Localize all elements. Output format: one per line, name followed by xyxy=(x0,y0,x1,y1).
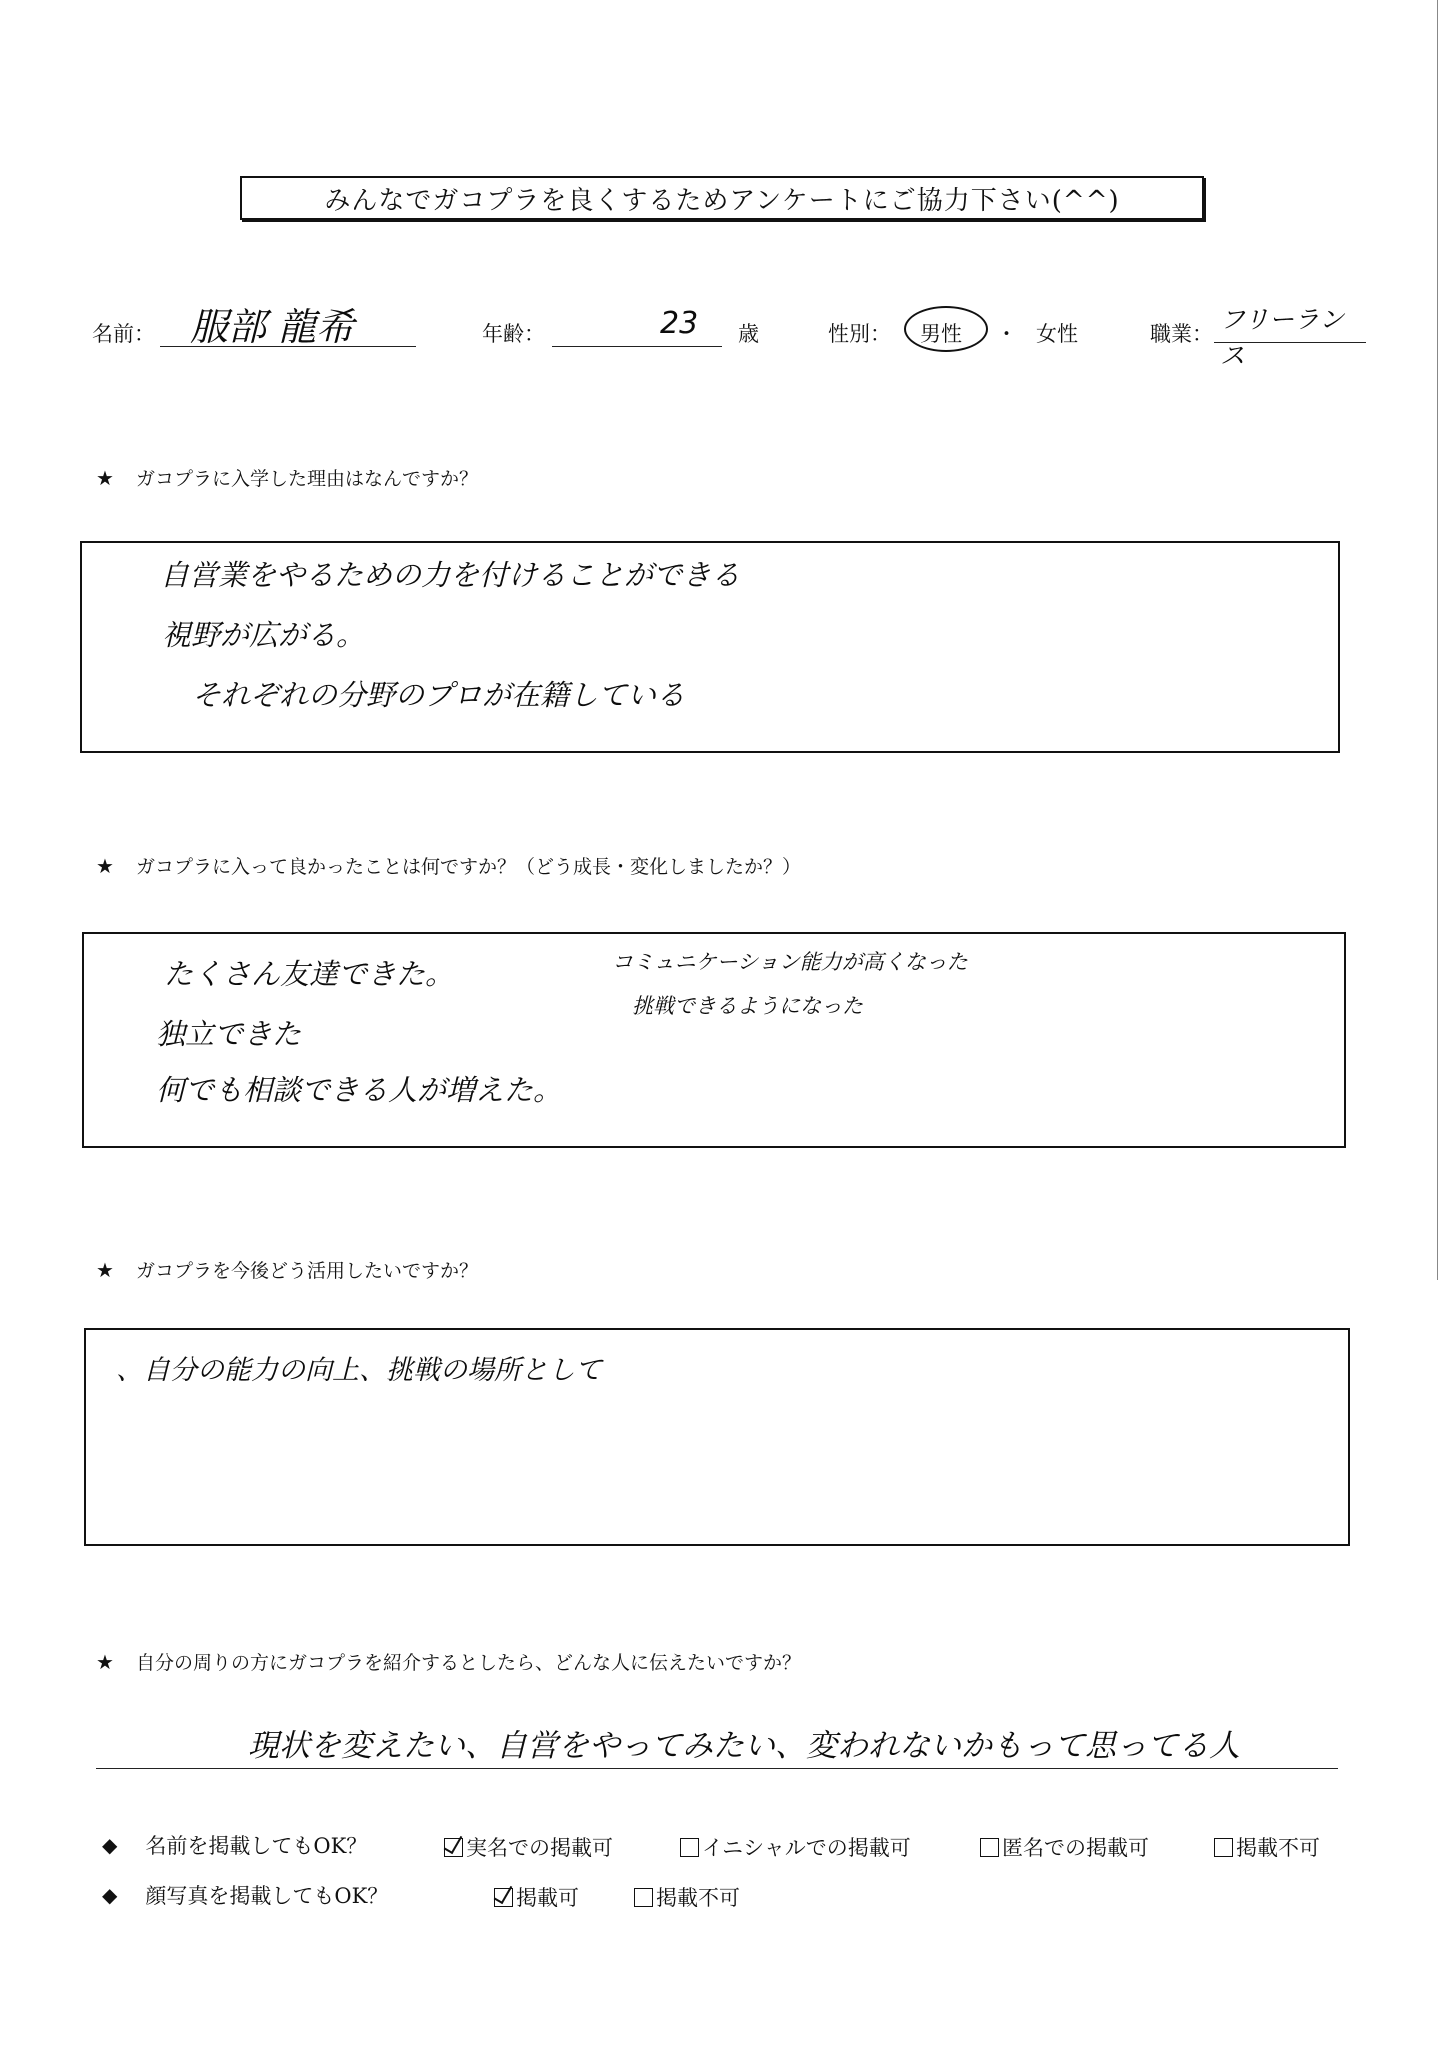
name-value: 服部 龍希 xyxy=(190,305,355,349)
answer-line-4[interactable] xyxy=(96,1720,1338,1769)
gender-male-option[interactable]: 男性 xyxy=(920,322,962,346)
photo-permission-question: 顔写真を掲載してもOK？ xyxy=(145,1884,389,1908)
gender-separator: ・ xyxy=(996,322,1017,346)
answer-2-line-3: 何でも相談できる人が増えた。 xyxy=(156,1073,563,1107)
star-icon: ★ xyxy=(96,465,114,490)
job-field[interactable] xyxy=(1214,300,1366,370)
gender-female-option[interactable]: 女性 xyxy=(1036,322,1078,346)
question-3 xyxy=(96,1256,478,1283)
option-anonymous-label: 匿名での掲載可 xyxy=(1002,1836,1149,1860)
survey-title: みんなでガコプラを良くするためアンケートにご協力下さい(^^) xyxy=(240,176,1204,220)
checkbox-icon[interactable] xyxy=(680,1838,699,1857)
checkbox-icon[interactable] xyxy=(634,1888,653,1907)
option-name-not-allowed-label: 掲載不可 xyxy=(1236,1836,1320,1860)
answer-2-line-2: 独立できた xyxy=(156,1017,302,1051)
name-permission-question: 名前を掲載してもOK？ xyxy=(145,1834,368,1858)
name-label: 名前： xyxy=(92,322,155,346)
question-3-text: ガコプラを今後どう活用したいですか？ xyxy=(135,1260,478,1282)
option-name-not-allowed[interactable] xyxy=(1214,1832,1320,1862)
answer-1-line-3: それぞれの分野のプロが在籍している xyxy=(192,678,686,712)
answer-2-line-1: たくさん友達できた。 xyxy=(164,957,455,991)
checkbox-checked-icon[interactable] xyxy=(494,1888,513,1907)
age-label: 年齢： xyxy=(482,322,545,346)
question-1-text: ガコプラに入学した理由はなんですか？ xyxy=(135,468,478,490)
question-4-text: 自分の周りの方にガコプラを紹介するとしたら、どんな人に伝えたいですか？ xyxy=(135,1652,801,1674)
star-icon: ★ xyxy=(96,1257,114,1282)
scan-edge-line xyxy=(1437,0,1438,1280)
option-photo-not-allowed[interactable] xyxy=(634,1882,740,1912)
option-initial-label: イニシャルでの掲載可 xyxy=(702,1836,911,1860)
star-icon: ★ xyxy=(96,853,114,878)
answer-1-line-1: 自営業をやるための力を付けることができる xyxy=(160,558,741,592)
question-1 xyxy=(96,464,478,491)
checkbox-checked-icon[interactable] xyxy=(444,1838,463,1857)
option-photo-allowed-label: 掲載可 xyxy=(516,1886,579,1910)
option-initial[interactable] xyxy=(680,1832,911,1862)
answer-4-line-1: 現状を変えたい、自営をやってみたい、変われないかもって思ってる人 xyxy=(248,1728,1240,1764)
name-permission-row xyxy=(102,1830,367,1860)
answer-box-3[interactable] xyxy=(84,1328,1350,1546)
option-real-name[interactable] xyxy=(444,1832,613,1862)
answer-2-line-5: 挑戦できるようになった xyxy=(632,994,863,1018)
diamond-icon: ◆ xyxy=(102,1883,118,1907)
job-value: フリーランス xyxy=(1220,305,1345,370)
photo-permission-row xyxy=(102,1880,388,1910)
answer-box-2[interactable] xyxy=(82,932,1346,1148)
age-unit: 歳 xyxy=(738,322,759,346)
answer-box-1[interactable] xyxy=(80,541,1340,753)
question-2 xyxy=(96,852,801,879)
question-4 xyxy=(96,1648,801,1675)
age-value: 23 xyxy=(660,306,699,341)
name-field[interactable] xyxy=(160,296,416,347)
answer-3-line-1: 、自分の能力の向上、挑戦の場所として xyxy=(116,1355,602,1386)
diamond-icon: ◆ xyxy=(102,1833,118,1857)
answer-1-line-2: 視野が広がる。 xyxy=(162,618,366,652)
option-photo-allowed[interactable] xyxy=(494,1882,579,1912)
gender-label: 性別： xyxy=(828,322,891,346)
checkbox-icon[interactable] xyxy=(1214,1838,1233,1857)
answer-2-line-4: コミュニケーション能力が高くなった xyxy=(612,950,968,974)
job-label: 職業： xyxy=(1150,322,1213,346)
option-photo-not-allowed-label: 掲載不可 xyxy=(656,1886,740,1910)
star-icon: ★ xyxy=(96,1649,114,1674)
question-2-text: ガコプラに入って良かったことは何ですか？（どう成長・変化しましたか？） xyxy=(135,856,801,878)
option-real-name-label: 実名での掲載可 xyxy=(466,1836,613,1860)
checkbox-icon[interactable] xyxy=(980,1838,999,1857)
option-anonymous[interactable] xyxy=(980,1832,1149,1862)
age-field[interactable] xyxy=(552,306,722,347)
